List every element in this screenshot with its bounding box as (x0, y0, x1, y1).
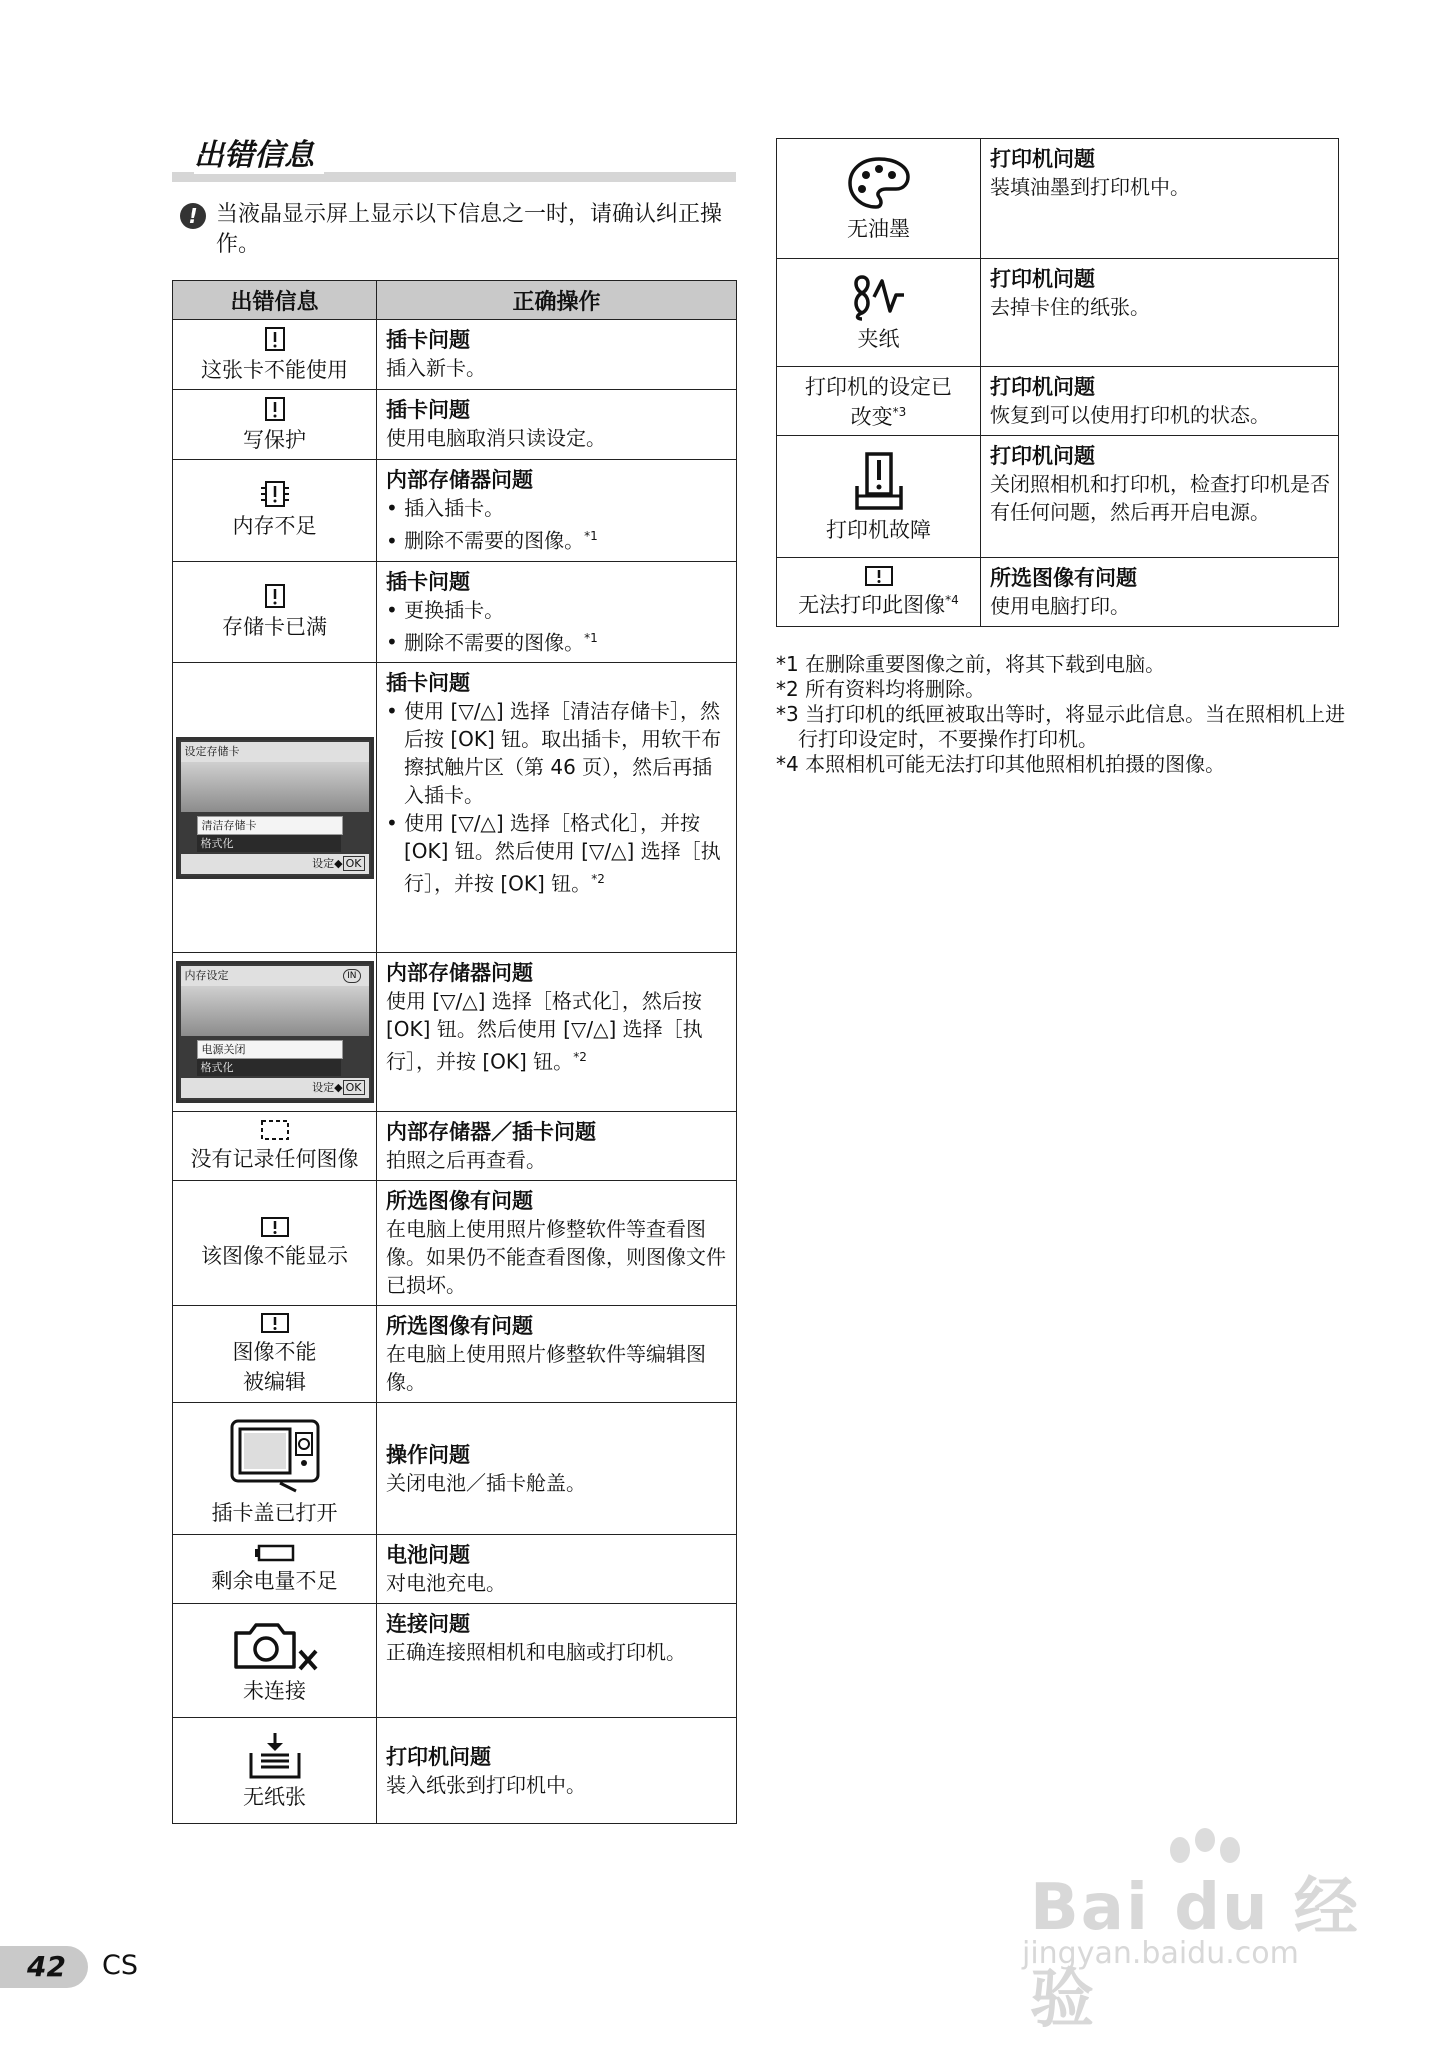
action-cell (377, 663, 737, 953)
message-label: 内存不足 (232, 514, 317, 539)
action-cell (377, 1718, 737, 1824)
screen-preview (181, 762, 369, 812)
paper-jam-icon (852, 273, 906, 321)
camera-disconnected-icon (230, 1617, 320, 1673)
message-label: 被编辑 (243, 1370, 306, 1395)
table-row (173, 1535, 737, 1604)
action-bullet (386, 809, 730, 898)
table-row (173, 663, 737, 953)
table-row (173, 1718, 737, 1824)
action-heading: 连接问题 (386, 1612, 470, 1637)
action-cell (377, 561, 737, 663)
action-text: 使用电脑取消只读设定。 (386, 426, 606, 450)
message-cell (173, 1306, 377, 1403)
message-label: 存储卡已满 (222, 614, 327, 639)
table-row (173, 1181, 737, 1306)
watermark-url: jingyan.baidu.com (1022, 1936, 1299, 1971)
message-label: 打印机的设定已 (805, 375, 952, 399)
action-heading: 打印机问题 (990, 147, 1095, 171)
action-text: 恢复到可以使用打印机的状态。 (990, 403, 1270, 427)
message-label: 剩余电量不足 (211, 1569, 338, 1594)
message-cell (173, 460, 377, 562)
message-label: 该图像不能显示 (201, 1244, 348, 1269)
action-bullet (386, 624, 730, 657)
action-text (386, 987, 730, 1076)
screen-option-selected: 格式化 (197, 835, 341, 852)
action-heading: 操作问题 (386, 1442, 470, 1467)
page-number: 42 (27, 1950, 66, 1983)
action-text: 拍照之后再查看。 (386, 1148, 546, 1173)
message-label: 未连接 (243, 1678, 306, 1703)
action-cell (377, 1403, 737, 1535)
watermark-brand: Bai du 经验 (1030, 1871, 1360, 2037)
camera-cover-open-icon (230, 1411, 320, 1495)
action-text: 在电脑上使用照片修整软件等查看图像。如果仍不能查看图像，则图像文件已损坏。 (386, 1217, 726, 1298)
message-cell (173, 390, 377, 460)
error-table-right (776, 138, 1339, 627)
message-cell (777, 367, 981, 436)
action-text-body: 使用 [▽/△] 选择［格式化］，然后按 [OK] 钮。然后使用 [▽/△] 选择［执行］，并按 [OK] 钮。 (386, 989, 703, 1074)
card-warning-icon (264, 326, 286, 352)
internal-memory-icon: IN (343, 969, 360, 983)
table-header-row (173, 281, 737, 320)
card-warning-icon (264, 396, 286, 422)
message-label: 没有记录任何图像 (190, 1147, 359, 1172)
message-cell (777, 139, 981, 259)
table-row (777, 139, 1339, 259)
image-warning-icon (260, 1216, 290, 1238)
screen-header: 设定存储卡 (181, 742, 369, 762)
action-cell (981, 139, 1339, 259)
action-heading: 打印机问题 (990, 375, 1095, 399)
action-heading: 打印机问题 (386, 1744, 491, 1769)
notice (188, 200, 736, 260)
action-bullet (386, 522, 730, 555)
screen-option: 清洁存储卡 (197, 816, 343, 835)
action-text: 装入纸张到打印机中。 (386, 1772, 586, 1797)
footnote: *2 所有资料均将删除。 (776, 677, 986, 701)
message-label: 无纸张 (243, 1784, 306, 1809)
action-heading: 所选图像有问题 (990, 566, 1137, 590)
action-cell (981, 259, 1339, 367)
footnote-ref: *1 (584, 630, 598, 645)
action-heading: 打印机问题 (990, 267, 1095, 291)
footnote: *3 当打印机的纸匣被取出等时，将显示此信息。当在照相机上进行打印设定时，不要操作打印机。 (776, 702, 1346, 751)
table-row (173, 320, 737, 390)
message-cell (173, 1718, 377, 1824)
table-row (173, 460, 737, 562)
action-cell (377, 1112, 737, 1181)
action-text: 使用电脑打印。 (990, 594, 1130, 618)
message-label-text: 无法打印此图像 (798, 593, 946, 617)
action-heading: 内部存储器／插卡问题 (386, 1120, 596, 1145)
screen-option-selected: 格式化 (197, 1059, 341, 1076)
message-label: 这张卡不能使用 (201, 357, 348, 382)
action-cell (377, 953, 737, 1112)
screen-footer: 设定◆ OK (181, 1078, 369, 1098)
footnote-ref: *2 (573, 1050, 587, 1065)
message-label (777, 401, 980, 431)
action-cell (981, 367, 1339, 436)
footnote-ref: *1 (584, 529, 598, 543)
section-title: 出错信息 (194, 130, 324, 174)
action-text: 去掉卡住的纸张。 (990, 295, 1150, 319)
table-row (173, 1112, 737, 1181)
message-cell (173, 561, 377, 663)
header-message: 出错信息 (173, 281, 377, 320)
notice-text: 当液晶显示屏上显示以下信息之一时，请确认纠正操作。 (216, 202, 723, 257)
action-bullet-text: 删除不需要的图像。 (404, 630, 585, 655)
action-cell (377, 320, 737, 390)
message-label: 打印机故障 (826, 517, 931, 542)
message-cell (173, 1535, 377, 1604)
action-text: 关闭照相机和打印机，检查打印机是否有任何问题，然后再开启电源。 (990, 472, 1330, 524)
caution-icon: ! (180, 203, 206, 229)
message-cell (173, 1403, 377, 1535)
message-cell (173, 1604, 377, 1718)
action-cell (377, 1306, 737, 1403)
message-label: 插卡盖已打开 (211, 1500, 338, 1525)
action-heading: 内部存储器问题 (386, 961, 533, 986)
screen-header-label: 内存设定 (184, 969, 229, 983)
header-action: 正确操作 (377, 281, 737, 320)
action-cell (981, 436, 1339, 558)
action-heading: 打印机问题 (990, 444, 1095, 468)
table-row (173, 953, 737, 1112)
screen-option: 电源关闭 (197, 1040, 343, 1059)
page-number-tab (0, 1946, 88, 1988)
language-code: CS (102, 1950, 138, 1981)
lcd-screen-memory-setup (176, 961, 374, 1103)
table-row (777, 436, 1339, 558)
action-cell (981, 558, 1339, 627)
action-heading: 插卡问题 (386, 569, 470, 594)
message-cell (173, 1181, 377, 1306)
message-label: 无油墨 (847, 216, 910, 241)
table-row (173, 1403, 737, 1535)
action-text: 对电池充电。 (386, 1571, 506, 1596)
action-cell (377, 390, 737, 460)
table-row (777, 367, 1339, 436)
footnote: *4 本照相机可能无法打印其他照相机拍摄的图像。 (776, 752, 1226, 776)
table-row (173, 561, 737, 663)
memory-warning-icon (260, 480, 290, 508)
message-cell (173, 320, 377, 390)
screen-preview (181, 986, 369, 1036)
message-label: 图像不能 (232, 1340, 317, 1365)
action-text: 插入新卡。 (386, 356, 486, 380)
message-label-text: 改变 (850, 405, 893, 429)
message-cell (173, 663, 377, 953)
footnote-ref: *4 (945, 593, 959, 607)
table-row (173, 390, 737, 460)
action-heading: 内部存储器问题 (386, 468, 533, 492)
card-warning-icon (264, 583, 286, 609)
footnote-ref: *3 (892, 405, 907, 419)
action-text: 装填油墨到打印机中。 (990, 175, 1190, 199)
table-row (777, 259, 1339, 367)
action-text: 在电脑上使用照片修整软件等编辑图像。 (386, 1342, 706, 1395)
message-cell (173, 1112, 377, 1181)
action-cell (377, 1535, 737, 1604)
screen-footer: 设定◆ OK (181, 854, 369, 874)
footnote: *1 在删除重要图像之前，将其下载到电脑。 (776, 652, 1166, 676)
message-cell (173, 953, 377, 1112)
lcd-screen-card-setup (176, 737, 374, 879)
message-label (777, 589, 980, 619)
action-heading: 插卡问题 (386, 328, 470, 352)
action-heading: 电池问题 (386, 1543, 470, 1568)
action-heading: 所选图像有问题 (386, 1314, 533, 1339)
screen-footer-label: 设定 (312, 1081, 335, 1095)
message-cell (777, 558, 981, 627)
message-label: 夹纸 (857, 326, 900, 351)
action-cell (377, 1604, 737, 1718)
action-text: 关闭电池／插卡舱盖。 (386, 1470, 586, 1495)
action-bullet: • 使用 [▽/△] 选择［清洁存储卡］，然后按 [OK] 钮。取出插卡，用软干布擦拭触片区（第 46 页），然后再插入插卡。 (386, 697, 730, 809)
action-bullet: • 插入插卡。 (386, 494, 730, 522)
action-bullet-text: 使用 [▽/△] 选择［格式化］，并按 [OK] 钮。然后使用 [▽/△] 选择［执行］，并按 [OK] 钮。 (404, 811, 721, 896)
action-bullet: • 更换插卡。 (386, 596, 730, 624)
watermark (1010, 1828, 1370, 2037)
action-cell (377, 460, 737, 562)
no-ink-palette-icon (846, 155, 912, 211)
screen-footer-label: 设定 (312, 856, 335, 870)
action-heading: 插卡问题 (386, 398, 470, 422)
ok-key-icon: OK (343, 1080, 365, 1095)
screen-header (181, 966, 369, 986)
printer-error-icon (851, 450, 907, 512)
message-label: 写保护 (243, 427, 306, 452)
action-heading: 插卡问题 (386, 671, 470, 696)
image-warning-icon (864, 565, 894, 587)
table-row (777, 558, 1339, 627)
message-cell (777, 436, 981, 558)
action-text: 正确连接照相机和电脑或打印机。 (386, 1640, 686, 1665)
footnotes (776, 652, 1346, 777)
battery-low-icon (253, 1543, 297, 1563)
empty-frame-icon (260, 1119, 290, 1141)
section-title-bar (172, 136, 736, 182)
ok-key-icon: OK (343, 856, 365, 871)
action-cell (377, 1181, 737, 1306)
table-row (173, 1306, 737, 1403)
image-warning-icon (260, 1312, 290, 1334)
table-row (173, 1604, 737, 1718)
footnote-ref: *2 (591, 872, 605, 887)
action-bullet-text: 删除不需要的图像。 (404, 528, 585, 553)
message-cell (777, 259, 981, 367)
action-heading: 所选图像有问题 (386, 1189, 533, 1214)
error-table-left (172, 280, 737, 1824)
no-paper-icon (247, 1731, 303, 1779)
